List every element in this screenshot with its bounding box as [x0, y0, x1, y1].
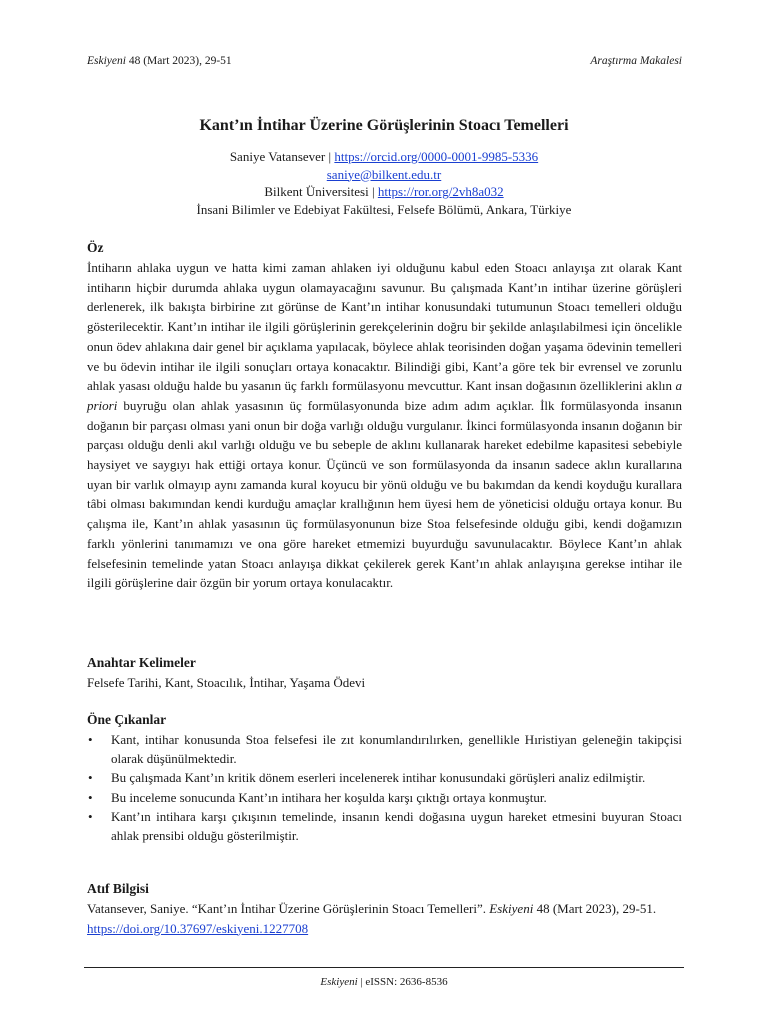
email-link[interactable]: saniye@bilkent.edu.tr	[326, 166, 442, 182]
bullet-icon: •	[88, 789, 93, 805]
bullet-icon: •	[88, 808, 93, 824]
abstract-part-1: İntiharın ahlaka uygun ve hatta kimi zaman ahlaken iyi olduğunu kabul eden Stoacı anlayışa zıt olarak Kant intiharın hiçbir durumda ahlaka uygun olamayacağını savunur. Bu çalışmada Kant’ın intihar üzerine görüşleri derlenerek, ilk bakışta birbirine zıt görünse de Kant’ın intihar konusundaki tutumunun Stoacı temelleri olduğu gösterilecektir. Kant’ın intihar ile ilgili görüşlerinin gerekçelerinin doğru bir şekilde anlaşılabilmesi için öncelikle onun ödev ahlakına dair genel bir açıklama yapılacak, böylece ahlak teorisinden doğan yaşama ödevinin temelleri ve bu ödevin intihar ile ilgili sonuçları ortaya konacaktır. Bilindiği gibi, Kant’a göre tek bir evrensel ve zorunlu ahlak yasası olduğu halde bu yasanın üç farklı formülasyonu mevcuttur. Kant insan doğasının özelliklerini aklın	[87, 260, 682, 394]
citation-heading: Atıf Bilgisi	[87, 881, 149, 896]
institution-name: Bilkent Üniversitesi	[264, 184, 369, 199]
bullet-icon: •	[88, 732, 93, 747]
citation-section	[87, 880, 682, 938]
highlight-text: Bu çalışmada Kant’ın kritik dönem eserleri incelenerek intihar konusundaki görüşleri analiz edilmiştir.	[111, 770, 646, 786]
abstract-heading: Öz	[87, 240, 104, 255]
article-title: Kant’ın İntihar Üzerine Görüşlerinin Stoacı Temelleri	[199, 117, 569, 134]
bullet-icon: •	[88, 770, 93, 786]
department-line: İnsani Bilimler ve Edebiyat Fakültesi, Felsefe Bölümü, Ankara, Türkiye	[196, 201, 572, 217]
running-head	[87, 55, 682, 67]
highlight-text: Bu inceleme sonucunda Kant’ın intihara her koşulda karşı çıktığı ortaya konmuştur.	[111, 789, 547, 805]
highlight-item	[87, 807, 682, 845]
keywords-text: Felsefe Tarihi, Kant, Stoacılık, İntihar, Yaşama Ödevi	[87, 675, 366, 690]
highlights-list	[87, 730, 682, 845]
footer-journal: Eskiyeni	[320, 976, 358, 988]
running-head-left	[87, 55, 232, 67]
abstract-part-2: buyruğu olan ahlak yasasının üç formülasyonunda bize adım adım açıklar. İlk formülasyonda insanın doğanın bir parçası olması yani onun bir doğa varlığı olduğu vurgulanır. İkinci formülasyonda insanın doğanın bir parçası olduğu denli akıl varlığı olduğu ve bu sebeple de aklını kullanarak hareket edebilme kapasitesi sebebiyle haysiyet ve saygıyı hak ettiği ortaya konur. Üçüncü ve son formülasyonda da insanın sadece aklın kurallarına uyan bir varlık olmayıp aynı zamanda kural koyucu bir yönü olduğu ve bu bakımdan da kendi koyduğu kurallara tâbi olması bakımından kendi kurduğu amaçlar krallığının hem üyesi hem de yöneticisi olduğu ortaya konur. Bu çalışma ile, Kant’ın ahlak yasasının üç formülasyonunun bize Stoa felsefesinde olduğu gibi, kendi doğamızın farklı yönlerini tanımamızı ve ona göre hareket etmemizi buyurduğu savunulacaktır. Böylece Kant’ın ahlak felsefesinin temelinde yatan Stoacı anlayışa dikkat çekilerek gerek Kant’ın ahlak anlayışına gerekse intihar ile ilgili görüşlerine dair özgün bir yorum ortaya konulacaktır.	[87, 397, 682, 591]
ror-link[interactable]: https://ror.org/2vh8a032	[377, 184, 504, 199]
highlight-item	[87, 730, 682, 768]
journal-name: Eskiyeni	[87, 55, 126, 67]
author-name: Saniye Vatansever	[229, 149, 326, 164]
author-separator: |	[325, 149, 335, 164]
footer-issn: eISSN: 2636-8536	[365, 976, 448, 988]
highlight-text: Kant, intihar konusunda Stoa felsefesi ile zıt konumlandırılırken, genellikle Hıristiyan geleneğin takipçisi olarak düşünülmektedir.	[111, 732, 682, 767]
institution-separator: |	[368, 184, 378, 199]
keywords-heading: Anahtar Kelimeler	[87, 655, 196, 670]
orcid-link[interactable]: https://orcid.org/0000-0001-9985-5336	[334, 149, 539, 164]
abstract-section	[87, 239, 682, 593]
highlight-text: Kant’ın intihara karşı çıkışının temelinde, insanın kendi doğasına uygun hareket etmesini buyuran Stoacı ahlak prensibi olduğu gösterilmiştir.	[111, 808, 682, 844]
citation-text-after: 48 (Mart 2023), 29-51.	[533, 901, 657, 916]
highlight-item	[87, 788, 682, 807]
citation-text	[87, 899, 682, 938]
doi-link[interactable]: https://doi.org/10.37697/eskiyeni.1227708	[87, 920, 309, 936]
author-block	[0, 148, 768, 218]
article-category: Araştırma Makalesi	[590, 55, 682, 67]
highlights-section	[87, 711, 682, 845]
abstract-text	[87, 258, 682, 593]
footer-separator: |	[357, 976, 366, 988]
issue-info: 48 (Mart 2023), 29-51	[128, 55, 232, 67]
institution-line	[0, 183, 768, 201]
footer	[0, 976, 768, 988]
citation-journal: Eskiyeni	[489, 901, 534, 916]
footer-divider	[84, 967, 684, 968]
email-line	[0, 166, 768, 184]
citation-text-before: Vatansever, Saniye. “Kant’ın İntihar Üzerine Görüşlerinin Stoacı Temelleri”.	[87, 901, 490, 916]
highlight-item	[87, 768, 682, 787]
keywords-section	[87, 654, 682, 692]
author-line	[0, 148, 768, 166]
highlights-heading: Öne Çıkanlar	[87, 712, 167, 727]
abstract-emphasis: a priori	[87, 378, 682, 413]
